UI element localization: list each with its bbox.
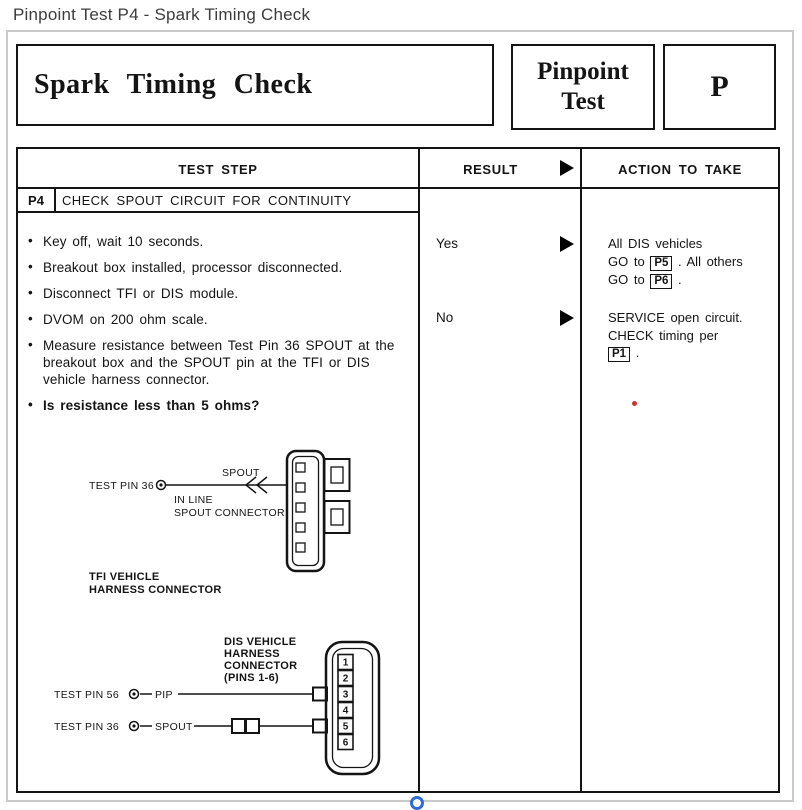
test-step-item: • Measure resistance between Test Pin 36 SPOUT at the breakout box and the SPOUT pin at the TFI or DIS vehicle harness connector. — [28, 337, 400, 388]
result-arrow-icon — [560, 160, 574, 176]
test-step-list — [28, 233, 400, 423]
pin-number: 2 — [342, 673, 349, 685]
ref-p1: P1 — [608, 347, 630, 362]
spout-label: SPOUT — [222, 467, 260, 479]
action-line — [608, 235, 788, 253]
dis-caption: DIS VEHICLE — [224, 636, 297, 648]
inline-connector-label: SPOUT CONNECTOR — [174, 507, 285, 519]
tfi-caption: HARNESS CONNECTOR — [89, 584, 222, 596]
column-header-result: RESULT — [463, 162, 518, 177]
pinpoint-label-line1: Pinpoint — [537, 58, 629, 85]
step-title: CHECK SPOUT CIRCUIT FOR CONTINUITY — [62, 193, 352, 208]
action-line — [608, 271, 788, 289]
action-text: SERVICE open circuit. — [608, 310, 743, 325]
action-text: All DIS vehicles — [608, 236, 703, 251]
result-no-arrow-icon — [560, 310, 574, 326]
column-header-test-step: TEST STEP — [178, 162, 258, 177]
dis-connector-diagram — [52, 627, 392, 779]
action-text: . — [672, 271, 682, 287]
dis-caption: HARNESS — [224, 648, 280, 660]
dis-caption: (PINS 1-6) — [224, 672, 279, 684]
result-yes-arrow-icon — [560, 236, 574, 252]
action-text: . All others — [672, 253, 743, 269]
column-header-action: ACTION TO TAKE — [618, 162, 742, 177]
document-title: Spark Timing Check — [34, 69, 313, 100]
pin-number: 6 — [342, 737, 349, 749]
action-line — [608, 253, 788, 271]
test-pin-56-label: TEST PIN 56 — [54, 689, 119, 701]
ref-p5: P5 — [650, 256, 672, 271]
tfi-caption: TFI VEHICLE — [89, 571, 160, 583]
action-line — [608, 327, 788, 345]
inline-connector-label: IN LINE — [174, 494, 213, 506]
test-step-item: • Disconnect TFI or DIS module. — [28, 285, 400, 302]
action-text: CHECK timing per — [608, 327, 719, 343]
test-step-item: • Key off, wait 10 seconds. — [28, 233, 400, 250]
action-text: . — [630, 345, 640, 360]
test-pin-36-label: TEST PIN 36 — [54, 721, 119, 733]
step-underline — [18, 211, 418, 213]
pinpoint-label-line2: Test — [561, 88, 605, 115]
inline-component — [232, 719, 245, 733]
action-yes — [608, 235, 788, 289]
page-title: Pinpoint Test P4 - Spark Timing Check — [13, 5, 311, 24]
test-table — [16, 147, 780, 793]
ref-p6: P6 — [650, 274, 672, 289]
scan-artifact-dot — [632, 401, 637, 406]
step-id-badge: P4 — [18, 189, 56, 211]
pin-number: 4 — [342, 705, 349, 717]
test-step-item: • Breakout box installed, processor disconnected. — [28, 259, 400, 276]
dis-caption: CONNECTOR — [224, 660, 298, 672]
test-step-item: • DVOM on 200 ohm scale. — [28, 311, 400, 328]
result-no: No — [436, 310, 454, 325]
document-panel — [6, 30, 794, 802]
pinpoint-test-box — [511, 44, 655, 130]
document-title-box — [16, 44, 494, 126]
action-no — [608, 309, 788, 362]
action-line — [608, 344, 788, 362]
test-letter: P — [710, 70, 729, 103]
pip-label: PIP — [155, 689, 173, 701]
header-underline — [18, 187, 778, 189]
connector-tab — [325, 501, 350, 533]
column-divider-2 — [580, 149, 582, 791]
connector-tab — [325, 459, 350, 491]
pin-number: 3 — [342, 689, 349, 701]
pin-number: 1 — [342, 657, 349, 669]
action-text: GO to — [608, 271, 645, 287]
tfi-connector-diagram — [78, 439, 418, 599]
column-divider-1 — [418, 149, 420, 791]
action-line — [608, 309, 788, 327]
action-text: GO to — [608, 253, 645, 269]
pin-number: 5 — [342, 721, 349, 733]
result-yes: Yes — [436, 236, 459, 251]
test-step-question: • Is resistance less than 5 ohms? — [28, 397, 400, 414]
inline-component — [246, 719, 259, 733]
test-pin-36-label: TEST PIN 36 — [89, 480, 154, 492]
spout-label: SPOUT — [155, 721, 193, 733]
test-letter-box — [663, 44, 776, 130]
